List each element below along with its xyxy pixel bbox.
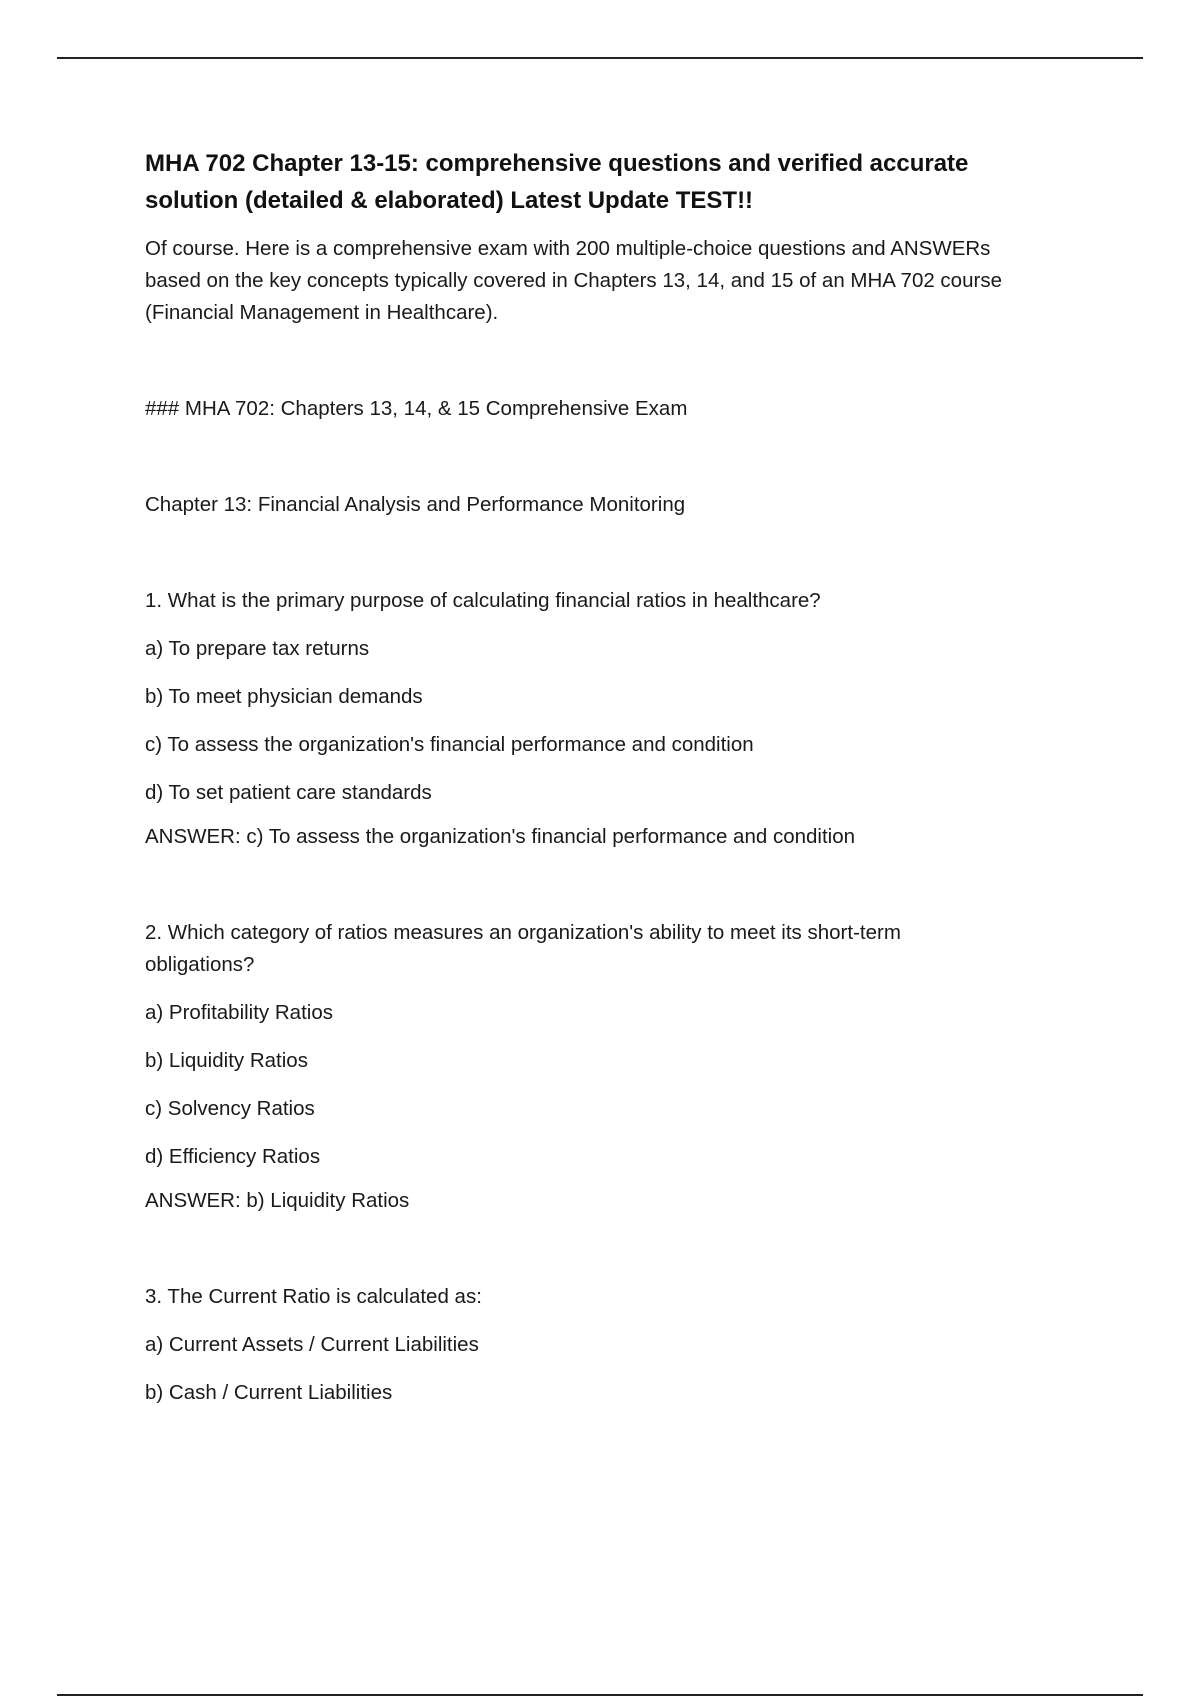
option-b: b) To meet physician demands [145, 685, 423, 708]
question-text [145, 917, 1085, 981]
question-1 [145, 585, 1085, 853]
question-2 [145, 917, 1085, 1217]
option-a: a) Profitability Ratios [145, 1001, 333, 1024]
chapter-heading: Chapter 13: Financial Analysis and Performance Monitoring [145, 493, 686, 516]
footer-rule [57, 1694, 1143, 1696]
intro-paragraph [145, 233, 1085, 329]
question-text: 3. The Current Ratio is calculated as: [145, 1285, 482, 1308]
answer-line: ANSWER: b) Liquidity Ratios [145, 1189, 410, 1212]
option-d: d) To set patient care standards [145, 781, 432, 804]
document-body [145, 145, 1085, 1409]
intro-line-1: Of course. Here is a comprehensive exam with 200 multiple-choice questions and ANSWERs [145, 237, 991, 260]
option-a: a) Current Assets / Current Liabilities [145, 1333, 479, 1356]
header-rule [57, 57, 1143, 59]
option-c: c) To assess the organization's financial performance and condition [145, 733, 754, 756]
intro-line-3: (Financial Management in Healthcare). [145, 301, 499, 324]
option-b: b) Liquidity Ratios [145, 1049, 308, 1072]
title-line-1: MHA 702 Chapter 13-15: comprehensive questions and verified accurate [145, 150, 969, 177]
title-line-2: solution (detailed & elaborated) Latest Update TEST!! [145, 187, 754, 214]
option-b: b) Cash / Current Liabilities [145, 1381, 393, 1404]
document-title [145, 145, 1085, 219]
option-d: d) Efficiency Ratios [145, 1145, 321, 1168]
question-text-line-1: 2. Which category of ratios measures an organization's ability to meet its short-term [145, 921, 901, 944]
question-3 [145, 1281, 1085, 1409]
answer-line: ANSWER: c) To assess the organization's financial performance and condition [145, 825, 856, 848]
exam-heading: ### MHA 702: Chapters 13, 14, & 15 Comprehensive Exam [145, 397, 688, 420]
option-a: a) To prepare tax returns [145, 637, 370, 660]
question-text-line-2: obligations? [145, 953, 255, 976]
option-c: c) Solvency Ratios [145, 1097, 315, 1120]
intro-line-2: based on the key concepts typically covered in Chapters 13, 14, and 15 of an MHA 702 course [145, 269, 1002, 292]
question-text: 1. What is the primary purpose of calculating financial ratios in healthcare? [145, 589, 821, 612]
